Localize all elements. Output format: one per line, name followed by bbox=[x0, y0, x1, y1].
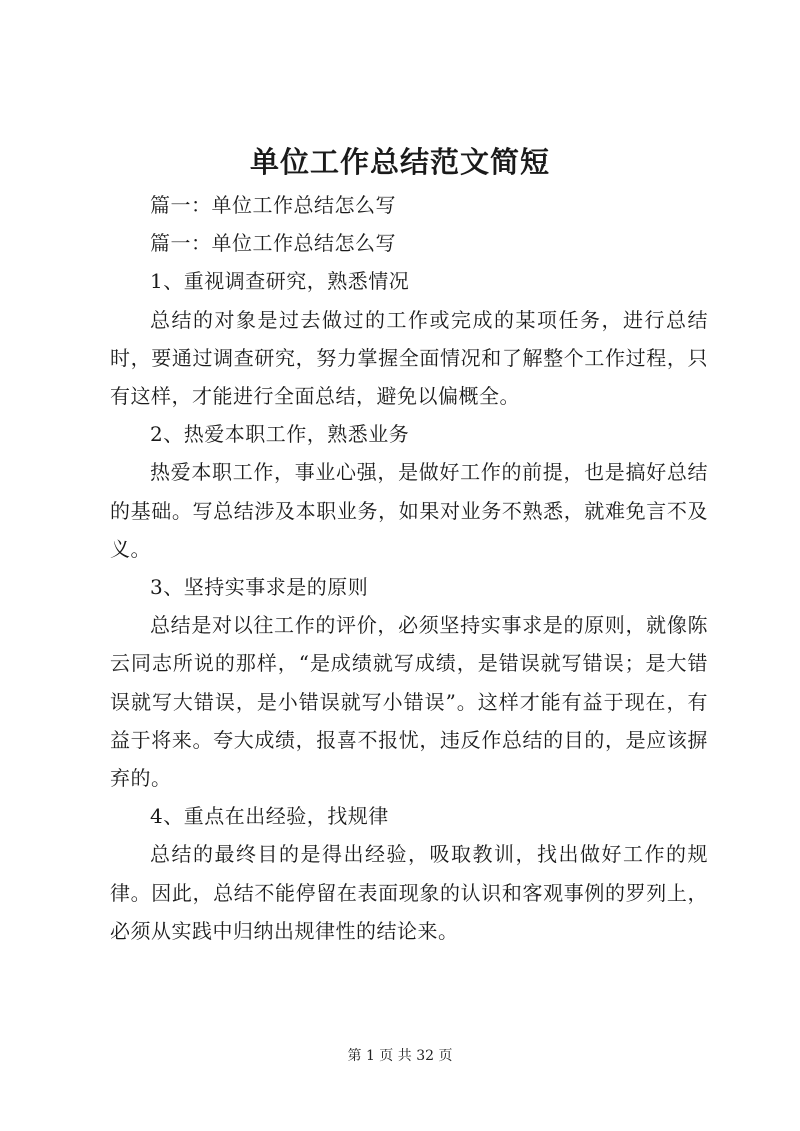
paragraph-heading: 篇一：单位工作总结怎么写 bbox=[150, 231, 396, 256]
paragraph-heading: 篇一：单位工作总结怎么写 bbox=[150, 193, 396, 217]
paragraph: 总结的对象是过去做过的工作或完成的某项任务，进行总结时，要通过调查研究，努力掌握全面情况和了解整个工作过程，只有这样，才能进行全面总结，避免以偏概全。 bbox=[110, 307, 708, 409]
paragraph: 热爱本职工作，事业心强，是做好工作的前提，也是搞好总结的基础。写总结涉及本职业务，如果对业务不熟悉，就难免言不及义。 bbox=[110, 460, 708, 561]
section-heading-2: 2、热爱本职工作，熟悉业务 bbox=[150, 422, 410, 447]
paragraph: 总结的最终目的是得出经验，吸取教训，找出做好工作的规律。因此，总结不能停留在表面现象的认识和客观事例的罗列上，必须从实践中归纳出规律性的结论来。 bbox=[110, 842, 708, 943]
paragraph: 总结是对以往工作的评价，必须坚持实事求是的原则，就像陈云同志所说的那样，“是成绩就写成绩，是错误就写错误；是大错误就写大错误，是小错误就写小错误”。这样才能有益于现在，有益于将来。夸大成绩，报喜不报忧，违反作总结的目的，是应该摒弃的。 bbox=[110, 613, 708, 791]
section-heading-1: 1、重视调查研究，熟悉情况 bbox=[150, 269, 410, 294]
section-heading-3: 3、坚持实事求是的原则 bbox=[150, 575, 369, 600]
section-heading-4: 4、重点在出经验，找规律 bbox=[150, 804, 389, 829]
page-number: 第 1 页 共 32 页 bbox=[347, 1048, 453, 1064]
document-body bbox=[110, 186, 708, 950]
document-title: 单位工作总结范文简短 bbox=[249, 145, 550, 179]
